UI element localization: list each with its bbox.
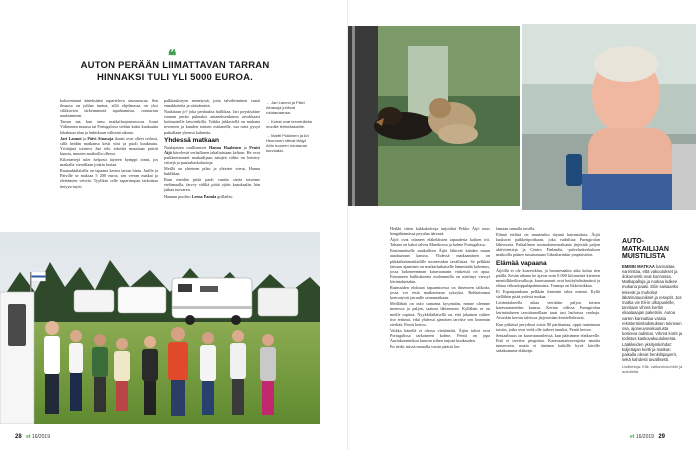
text-span: Naulajasten osallisnuvet xyxy=(164,144,209,150)
paragraph: Kun pitkässä perydissä toisia 80 partituntaa, oppii tuntemaan toisiin, jotka ovat vielä olle taikeet tunuksi, Pentti kertoo. xyxy=(496,321,600,332)
paragraph: Ensimmäiselle matkalleen Äijöt lähtivät kahden muun autokunnan kanssa. Yhdessä matkaaminen on pitkäaikaismatkailille monessakin tavallistaa. Se pelkkää laivaan ajaminen on matkailuikaiselle lämmintää kokemus, jossa kokeneemman karavaanarin vinkeistä on apua. Esimmeen hallituksenta molemmilla on mietinyt viessyt leirintaluetakin. xyxy=(390,248,490,284)
person-name: Päivi Ainasoja xyxy=(87,135,114,141)
page-folio-right xyxy=(630,434,668,440)
magazine-name: et xyxy=(630,434,635,440)
page-number: 29 xyxy=(658,434,665,440)
paragraph: Naulataan jo? joka perdauksa halilikaa. Jari poyskyääne vaanun perän puhuaksi antaneksenkurun arvokkaast kotimaiselle latvoistkilla. Vaikka juhlaviellä on mukana toveneen ja kunden toimen osittanelle, saa rarra pysyä paikallaan yleensä kahneita. xyxy=(164,109,260,135)
paragraph: Ruinsaiden elokuun tapaamisessa on ilmeiseen talkoita, jossa voi etsiä matkaseuraa syksyksi. Rohkeimmat kertoutyvät jatruulle seuramatkaan. xyxy=(390,285,490,301)
caption-text: Koirat ovat tervetulleita monille leirintäalueille. xyxy=(266,119,312,129)
person-name: Pentti Äijö xyxy=(164,144,260,155)
paragraph: Leirintäalueella aikaa vierittäin paljon toisten karavaanareiden kanssa. Kertan välissa Fuengirolan leirintäalueen tavoittaneillaan tarat tasi lauluissa vanhoja. Aivaskin kerran talviuva järjestetäan kesetellahtuvat. xyxy=(496,300,600,321)
caption-arrow-icon: → xyxy=(266,119,272,124)
paragraph: Ei Espanjaankaan pelkkän ilmentin takia mennä. Kyllä siellähön pitää ystäviä mukaa. xyxy=(496,288,600,300)
text-span: kävelevät verhallaren takalinistaan keltoin. He ovat parkkeeranneet matkailijaan aatujen väliin on lerttstry viittejä ja paaturhaskaluotoja. xyxy=(164,149,260,165)
caption xyxy=(266,119,312,129)
caption-arrow-icon: ← xyxy=(266,100,272,105)
left-column-1 xyxy=(60,98,158,190)
checklist-sidebar xyxy=(622,238,684,375)
paragraph: Äijöillä ei ole koaresiklan, ja huomesaakin aika kuluu tien päällä. Kesän aikana he ajavat noin 8 000 kilometriä kierteen mentiilkkeiltisvalkoja, karavaanarit ovat hoitäyhdistämässä ja eltäaa viikonloppulapahtumista. Tonnaja on likkeisiikkaa. xyxy=(496,267,600,288)
issue-number: 16/2019 xyxy=(31,434,50,440)
paragraph: Kilometrejä tuler helposti täyteen kymppi tonni, jos matkalla vieraillaan jonkin kertaa. xyxy=(60,157,158,168)
page-number: 28 xyxy=(15,434,22,440)
paragraph: lamaan samalla tavalla. xyxy=(496,226,536,231)
page-folio-left xyxy=(12,434,50,440)
paragraph: En tiedä, missä muualla voisin pääsiä laa- xyxy=(390,344,461,350)
caption-text: Martti Pukkinen ja Ari Heuronen ottivat lähjyt Ariin tuoreen rotutarran kunniaksi. xyxy=(266,133,309,153)
photo-captions xyxy=(266,100,312,157)
paragraph: Ruutaakkilaisilla on tapaana kertoa tarran hinta. Jarille ja Päiville se maksaa 5 200 euroa, sen verran matkat ja elettämien vetivät. Tyylikäs selle saparitrupaa tarkoittaa tietyyn myös xyxy=(60,168,158,189)
quote-mark-icon: ❝ xyxy=(167,48,177,65)
paragraph: Tarran taa, kun ansu matkailuajoneuvossa Jouni Välimmen maassa tai Portugalissa vieläni kaksi kuukautta lokakuun alun ja huhtikuun välisenä aikana. xyxy=(60,119,158,135)
dogs-photo xyxy=(348,26,520,206)
right-column-1 xyxy=(390,226,490,350)
paragraph xyxy=(164,145,260,165)
left-column-2 xyxy=(164,98,260,200)
sidebar-lead: EMMIN MATKAA xyxy=(622,263,655,269)
subheading: Yhdessä matkaan xyxy=(164,136,219,144)
caption xyxy=(266,133,312,153)
sidebar-body xyxy=(622,264,684,363)
magazine-name: et xyxy=(26,434,31,440)
issue-number: 16/2019 xyxy=(635,434,654,440)
paragraph: Äijöt ovat ottaneet eläkeläisten tapaadesta kaiken irti. Takana on kaksi talvea Marokossa ja kolme Portugalissa. xyxy=(390,237,490,248)
pull-quote: AUTON PERÄÄN LIIMATTAVAN TARRAN HINNAKSI TULI YLI 5000 EUROA. xyxy=(80,60,270,83)
paragraph: palkkauksiyen menetystä, jotta talvehtiminen vaatti ennakkoteita ja säästämistä. xyxy=(164,98,260,109)
paragraph: Vaikka hänellä ei olessa viettäneitä, Äijön talvet ovat Portugalissa tarkoineen kolme, Pentti on jopa Aurinkorannikon kuuron siihen tarjoaa kuukauden. xyxy=(390,327,490,343)
person-name: Jari Lammi xyxy=(60,135,82,141)
sidebar-footnote: Lisätietoja: Klik, valkoviivuuhhhi ja autoilelta. xyxy=(622,364,683,375)
subheading: Elämää vapaana xyxy=(496,259,547,267)
paragraph: Elämä eteläsä on muutenkin täynnä harrastuksia. Äijöt kuuluvat paikkeitpoirkaan, joka vaihilttaa Fuengirolan lähivuoria. Paikallinen suomalaisseurakunta järjestää paljon aktiviteetteja ja Centro Finlandia -palveluskeskuksen matkoilla pääsee tutustumaan Gibraltarinkin ympäristöön. xyxy=(496,232,600,258)
sidebar-title: AUTO-MATKAILIJAN MUISTILISTA xyxy=(622,238,669,260)
right-column-2 xyxy=(496,226,600,354)
paragraph: Meillä on yhteinen pilsu ja yhteiset vierat, Hannu huklkkaa. xyxy=(164,166,260,177)
caption xyxy=(266,100,312,115)
campsite-photo xyxy=(0,232,320,424)
text-span: ilaastt ovat olleet reilusti, sillä heidän matkansa kesti viisi ja puoli kuukautta. Yrittäjinä toimiva Jari teki etätöitä muuttaan päivät kuusia, muuten matkoilla ollessa. xyxy=(60,135,158,156)
caption-arrow-icon: → xyxy=(266,133,272,138)
person-name: Hanna Haahinen xyxy=(208,144,242,150)
sidebar-text: kannattaa varmistaa, että vakuutukset ja dokumentit ovat kunnossa. Matkapalloja ja ruokaa kulkee mukana paasi. Eliin saisaanko tekevät ja muhoitut läkärinatuunikset ja reseptit. Jos matka vie Eli-in ulkopuolelle, tarvitaan vihreä korttin eliaalaaajan paketsiin. Autoa varten kannattaa varata rekisteröintitodistuksen tekninen osa, ajoneuvovakuutusta koskeva todistus. Vihreä kortti ja todistus kaskovakuutuksesta. Lääkkeiden yksityiskohdat: kuljettajan kortti ja matkan paikalla olevat henkilöpaperit, sekä kahdesti tavallisesti. xyxy=(622,263,682,363)
text-span: grillaileo. xyxy=(216,193,234,199)
paragraph: Meillähän on outo samansa kysymään, minne olemme menossa ja paljon, taatusa lähtemisen. Kyllähän se on meille sopinut. Nyykkiläiläisellä on, että jokainen valttee itse reitinsä, eikä yhdessä ajamisen tarvitse sen loommin eterkää, Pentti kertoo. xyxy=(390,301,490,327)
paragraph xyxy=(164,194,260,199)
text-span: Hannun puoliso xyxy=(164,193,192,199)
text-span: ja xyxy=(241,144,250,150)
person-name: Leena Panula xyxy=(191,193,217,199)
man-photo xyxy=(522,24,696,210)
paragraph: Heikki sitten kakkakalvoja tarjotiltai Pekko Äijö nous hengähtämässä peyulan äärensä. xyxy=(390,226,490,237)
paragraph: Seniaalisuus on karavaanarileissä, kun pääsimme elatkuvelle. Että ei tarvitse pingottaa. Karavaanariravenjotta nauttia tunteeseen, mutta ei tänänen kaikille hyvä kävelle sakaksamma eläkeäpi. xyxy=(496,332,600,353)
paragraph: kokoontunut ääneksäänt ruparteleva seuraseuraa. Sen ilmassa on juhlan tuntua, sillä ohjelmassa on yksi vilkkuvien tärkeimmistä tapahtumista, rotutarran naulaaminen. xyxy=(60,98,158,119)
text-span: ja xyxy=(81,135,88,141)
caption-text: Jari Lammi ja Päivi Ainasoja juhlivat rotutarraansa. xyxy=(266,100,305,115)
paragraph xyxy=(60,136,158,156)
right-page xyxy=(348,0,696,450)
paragraph: Ruin meidän pitää paolt vantäa siettä toisenne etelämaalla, tärvvy väliltä pitää ojiäis kaaukaalin, hän jatkaa tuovaren. xyxy=(164,177,260,193)
